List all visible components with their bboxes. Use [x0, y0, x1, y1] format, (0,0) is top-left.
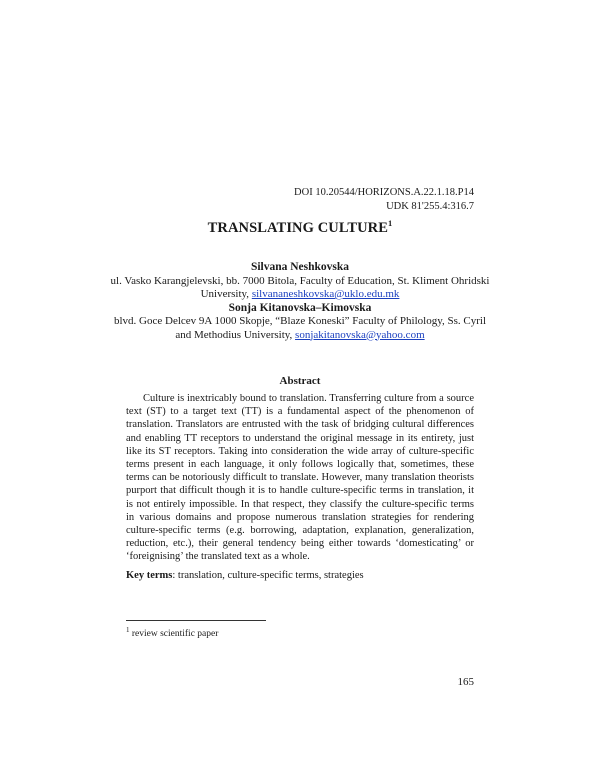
abstract-heading: Abstract	[279, 375, 321, 387]
author-name-1: Silvana Neshkovska	[250, 261, 350, 273]
doi-line: DOI 10.20544/HORIZONS.A.22.1.18.P14	[294, 187, 474, 198]
author-name-2: Sonja Kitanovska–Kimovska	[228, 301, 372, 314]
footnote-text: review scientific paper	[129, 629, 219, 639]
author-address-1: ul. Vasko Karangjelevski, bb. 7000 Bitola, Faculty of Education, St. Kliment Ohridski University,	[110, 274, 490, 300]
paper-title-text: TRANSLATING CULTURE	[207, 220, 388, 236]
title-footnote-mark: 1	[388, 218, 393, 228]
paper-title	[0, 218, 600, 237]
author-affiliation-1	[110, 275, 490, 302]
key-terms-text: : translation, culture-specific terms, strategies	[172, 570, 364, 581]
author-block	[110, 261, 490, 342]
author-email-link-2[interactable]: sonjakitanovska@yahoo.com	[295, 328, 425, 341]
abstract-text: Culture is inextricably bound to translation. Transferring culture from a source text (ST) to a target text (TT) is a fundamental aspect of the phenomenon of translation. Translators are entrusted with the task of bridging cultural differences and enabling TT receptors to understand the original message in its entirety, just like its ST receptors. Taking into consideration the wide array of culture-specific terms present in each language, it only follows logically that, sometimes, these terms can be notoriously difficult to translate. However, many translation theorists purport that difficult though it is to handle culture-specific terms in translation, it is not entirely impossible. In that respect, they classify the culture-specific terms in various domains and propose numerous translation strategies for rendering culture-specific terms (e.g. borrowing, adaptation, explanation, generalization, reduction, etc.), their general tendency being either towards ‘domesticating’ or ‘foreignising’ the translated text as a whole.	[126, 393, 474, 563]
key-terms-label: Key terms	[126, 570, 173, 581]
author-address-2: blvd. Goce Delcev 9A 1000 Skopje, “Blaze Koneski” Faculty of Philology, Ss. Cyril and Methodius University,	[113, 315, 486, 341]
udk-line: UDK 81'255.4:316.7	[386, 201, 474, 212]
author-email-link-1[interactable]: silvananeshkovska@uklo.edu.mk	[251, 288, 400, 300]
footnote-divider	[126, 620, 266, 621]
author-affiliation-2	[110, 315, 490, 342]
page-number: 165	[457, 676, 474, 688]
footnote-mark: 1	[126, 626, 130, 634]
key-terms	[126, 570, 474, 581]
footnote	[126, 626, 218, 639]
